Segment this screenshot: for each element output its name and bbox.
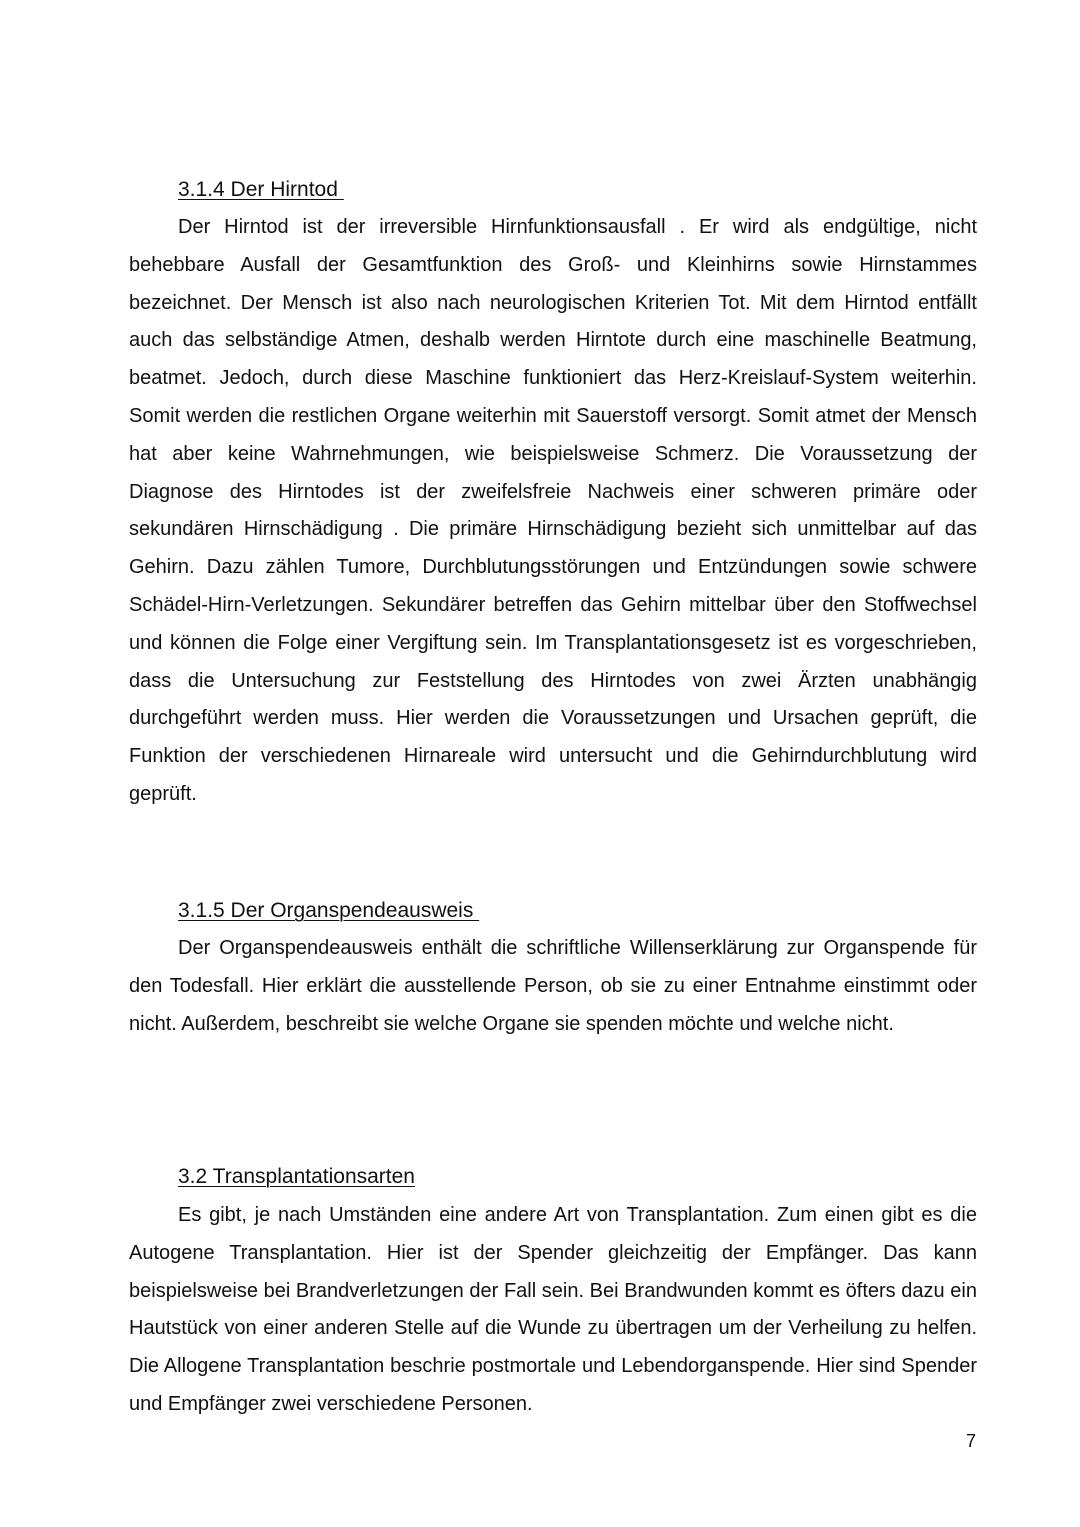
section-paragraph: Es gibt, je nach Umständen eine andere Art von Transplantation. Zum einen gibt es die Autogene Transplantation. Hier ist der Spender gleichzeitig der Empfänger. Das kann beispielsweise bei Brandverletzungen der Fall sein. Bei Brandwunden kommt es öfters dazu ein Hautstück von einer anderen Stelle auf die Wunde zu übertragen um der Verheilung zu helfen. Die Allogene Transplantation beschrie postmortale und Lebendorganspende. Hier sind Spender und Empfänger zwei verschiedene Personen. [129, 1204, 977, 1415]
section-heading: 3.2 Transplantationsarten [178, 1165, 415, 1188]
section-hirntod [129, 175, 977, 814]
section-paragraph: Der Hirntod ist der irreversible Hirnfunktionsausfall . Er wird als endgültige, nicht behebbare Ausfall der Gesamtfunktion des Groß- und Kleinhirns sowie Hirnstammes bezeichnet. Der Mensch ist also nach neurologischen Kriterien Tot. Mit dem Hirntod entfällt auch das selbständige Atmen, deshalb werden Hirntote durch eine maschinelle Beatmung, beatmet. Jedoch, durch diese Maschine funktioniert das Herz-Kreislauf-System weiterhin. Somit werden die restlichen Organe weiterhin mit Sauerstoff versorgt. Somit atmet der Mensch hat aber keine Wahrnehmungen, wie beispielsweise Schmerz. Die Voraussetzung der Diagnose des Hirntodes ist der zweifelsfreie Nachweis einer schweren primäre oder sekundären Hirnschädigung . Die primäre Hirnschädigung bezieht sich unmittelbar auf das Gehirn. Dazu zählen Tumore, Durchblutungsstörungen und Entzündungen sowie schwere Schädel-Hirn-Verletzungen. Sekundärer betreffen das Gehirn mittelbar über den Stoffwechsel und können die Folge einer Vergiftung sein. Im Transplantationsgesetz ist es vorgeschrieben, dass die Untersuchung zur Feststellung des Hirntodes von zwei Ärzten unabhängig durchgeführt werden muss. Hier werden die Voraussetzungen und Ursachen geprüft, die Funktion der verschiedenen Hirnareale wird untersucht und die Gehirndurchblutung wird geprüft. [129, 216, 977, 805]
section-organspendeausweis [129, 896, 977, 1043]
section-heading: 3.1.4 Der Hirntod [178, 178, 344, 201]
section-transplantationsarten [129, 1162, 977, 1424]
page-number: 7 [965, 1431, 976, 1451]
section-paragraph: Der Organspendeausweis enthält die schriftliche Willenserklärung zur Organspende für den Todesfall. Hier erklärt die ausstellende Person, ob sie zu einer Entnahme einstimmt oder nicht. Außerdem, beschreibt sie welche Organe sie spenden möchte und welche nicht. [129, 937, 977, 1035]
section-heading: 3.1.5 Der Organspendeausweis [178, 899, 480, 922]
